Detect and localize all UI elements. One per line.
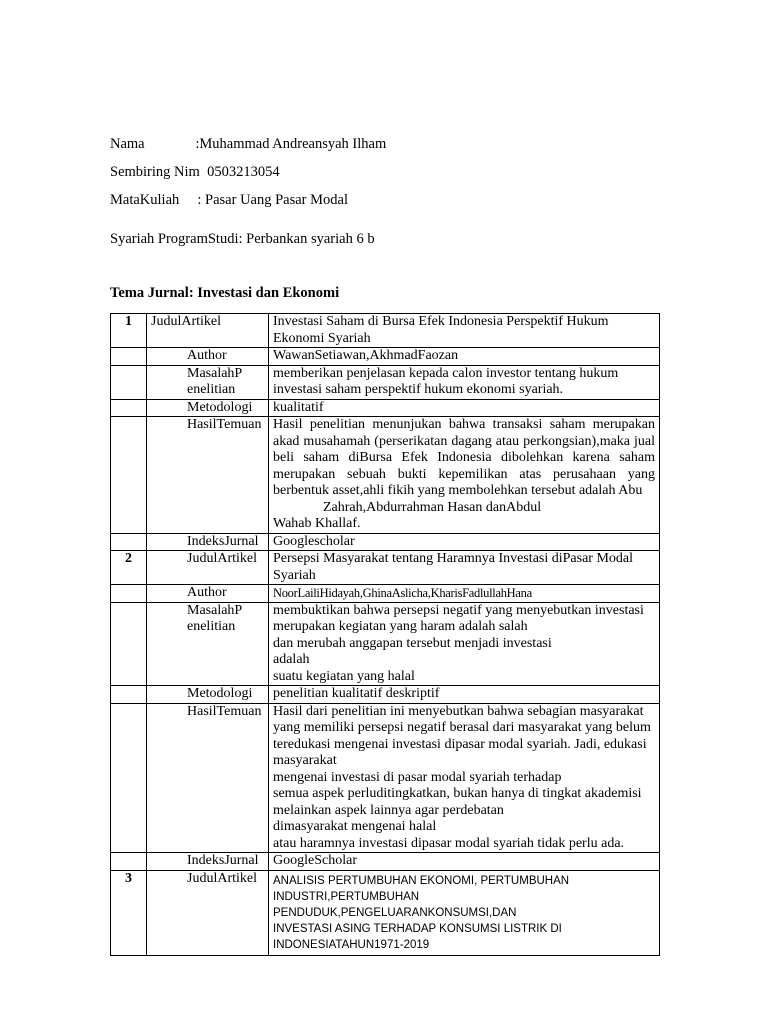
judul-label: JudulArtikel [147, 551, 269, 585]
row-number: 1 [111, 314, 147, 348]
masalah-label [147, 602, 269, 686]
masalah-label [147, 365, 269, 399]
indeks-value: GoogleScholar [269, 853, 660, 871]
masalah-value [269, 602, 660, 686]
masalah-label-line: MasalahP [187, 365, 243, 381]
hasil-line: atau haramnya investasi dipasar modal syariah tidak perlu ada. [273, 835, 625, 851]
hasil-line: dimasyarakat mengenai halal [273, 819, 437, 834]
author-label: Author [147, 585, 269, 603]
table-row [111, 399, 660, 417]
masalah-line: dan merubah anggapan tersebut menjadi investasi [273, 635, 552, 651]
judul-value [269, 870, 660, 955]
table-row [111, 602, 660, 686]
hasil-line: Wahab Khallaf. [273, 516, 361, 531]
table-row [111, 314, 660, 348]
table-row [111, 870, 660, 955]
hasil-value [269, 417, 660, 534]
student-name-line: Nama :Muhammad Andreansyah Ilham [110, 136, 387, 152]
author-value: WawanSetiawan,AkhmadFaozan [269, 348, 660, 366]
indeks-label: IndeksJurnal [147, 853, 269, 871]
course-line: MataKuliah : Pasar Uang Pasar Modal [110, 192, 348, 208]
masalah-label-line: MasalahP [187, 602, 243, 618]
row-number: 3 [111, 870, 147, 955]
empty-cell [111, 399, 147, 417]
masalah-label-line: enelitian [187, 382, 236, 397]
metodologi-value: penelitian kualitatif deskriptif [269, 686, 660, 704]
empty-cell [111, 602, 147, 686]
judul-line: PENDUDUK,PENGELUARANKONSUMSI,DAN [273, 906, 517, 919]
empty-cell [111, 533, 147, 551]
masalah-line: adalah [273, 652, 310, 667]
metodologi-value: kualitatif [269, 399, 660, 417]
judul-line: INVESTASI ASING TERHADAP KONSUMSI LISTRIK DI INDONESIATAHUN1971-2019 [273, 922, 562, 951]
masalah-line: membuktikan bahwa persepsi negatif yang menyebutkan investasi merupakan kegiatan yang haram adalah salah [273, 602, 644, 634]
study-program-line: Syariah ProgramStudi: Perbankan syariah 6 b [110, 231, 375, 247]
table-row [111, 686, 660, 704]
judul-label: JudulArtikel [147, 314, 269, 348]
hasil-line: semua aspek perluditingkatkan, bukan hanya di tingkat akademisi melainkan aspek lainnya agar perdebatan [273, 786, 642, 818]
judul-value: Investasi Saham di Bursa Efek Indonesia Perspektif Hukum Ekonomi Syariah [269, 314, 660, 348]
judul-label: JudulArtikel [147, 870, 269, 955]
hasil-label: HasilTemuan [147, 703, 269, 853]
hasil-line: Zahrah,Abdurrahman Hasan danAbdul [323, 499, 542, 515]
hasil-value [269, 703, 660, 853]
empty-cell [111, 348, 147, 366]
table-row [111, 348, 660, 366]
empty-cell [111, 853, 147, 871]
empty-cell [111, 686, 147, 704]
judul-line: ANALISIS PERTUMBUHAN EKONOMI, PERTUMBUHAN INDUSTRI,PERTUMBUHAN [273, 874, 570, 903]
masalah-line: suatu kegiatan yang halal [273, 668, 415, 684]
table-row [111, 365, 660, 399]
hasil-label: HasilTemuan [147, 417, 269, 534]
table-row [111, 417, 660, 534]
indeks-value: Googlescholar [269, 533, 660, 551]
judul-value: Persepsi Masyarakat tentang Haramnya Investasi diPasar Modal Syariah [269, 551, 660, 585]
masalah-value: memberikan penjelasan kepada calon investor tentang hukum investasi saham perspektif hukum ekonomi syariah. [269, 365, 660, 399]
table-row [111, 533, 660, 551]
indeks-label: IndeksJurnal [147, 533, 269, 551]
journal-theme-title: Tema Jurnal: Investasi dan Ekonomi [110, 285, 340, 301]
table-row [111, 585, 660, 603]
metodologi-label: Metodologi [147, 399, 269, 417]
row-number: 2 [111, 551, 147, 585]
hasil-line: mengenai investasi di pasar modal syariah terhadap [273, 769, 562, 785]
empty-cell [111, 703, 147, 853]
metodologi-label: Metodologi [147, 686, 269, 704]
author-label: Author [147, 348, 269, 366]
author-value: NoorLailiHidayah,GhinaAslicha,KharisFadlullahHana [269, 585, 660, 603]
empty-cell [111, 365, 147, 399]
table-row [111, 551, 660, 585]
student-nim-line: Sembiring Nim 0503213054 [110, 164, 280, 180]
table-row [111, 703, 660, 853]
empty-cell [111, 585, 147, 603]
hasil-line: Hasil dari penelitian ini menyebutkan bahwa sebagian masyarakat yang memiliki persepsi negatif berasal dari masyarakat yang belum teredukasi mengenai investasi dipasar modal syariah. Jadi, edukasi masyarakat [273, 703, 651, 768]
hasil-paragraph: Hasil penelitian menunjukan bahwa transaksi saham merupakan akad musahamah (perserikatan dagang atau perkongsian),maka jual beli saham diBursa Efek Indonesia dibolehkan karena saham merupakan sebuah bukti kepemilikan atas perusahaan yang berbentuk asset,ahli fikih yang membolehkan tersebut adalah Abu [273, 417, 655, 498]
journal-table [110, 313, 660, 956]
table-row [111, 853, 660, 871]
masalah-label-line: enelitian [187, 619, 236, 634]
empty-cell [111, 417, 147, 534]
